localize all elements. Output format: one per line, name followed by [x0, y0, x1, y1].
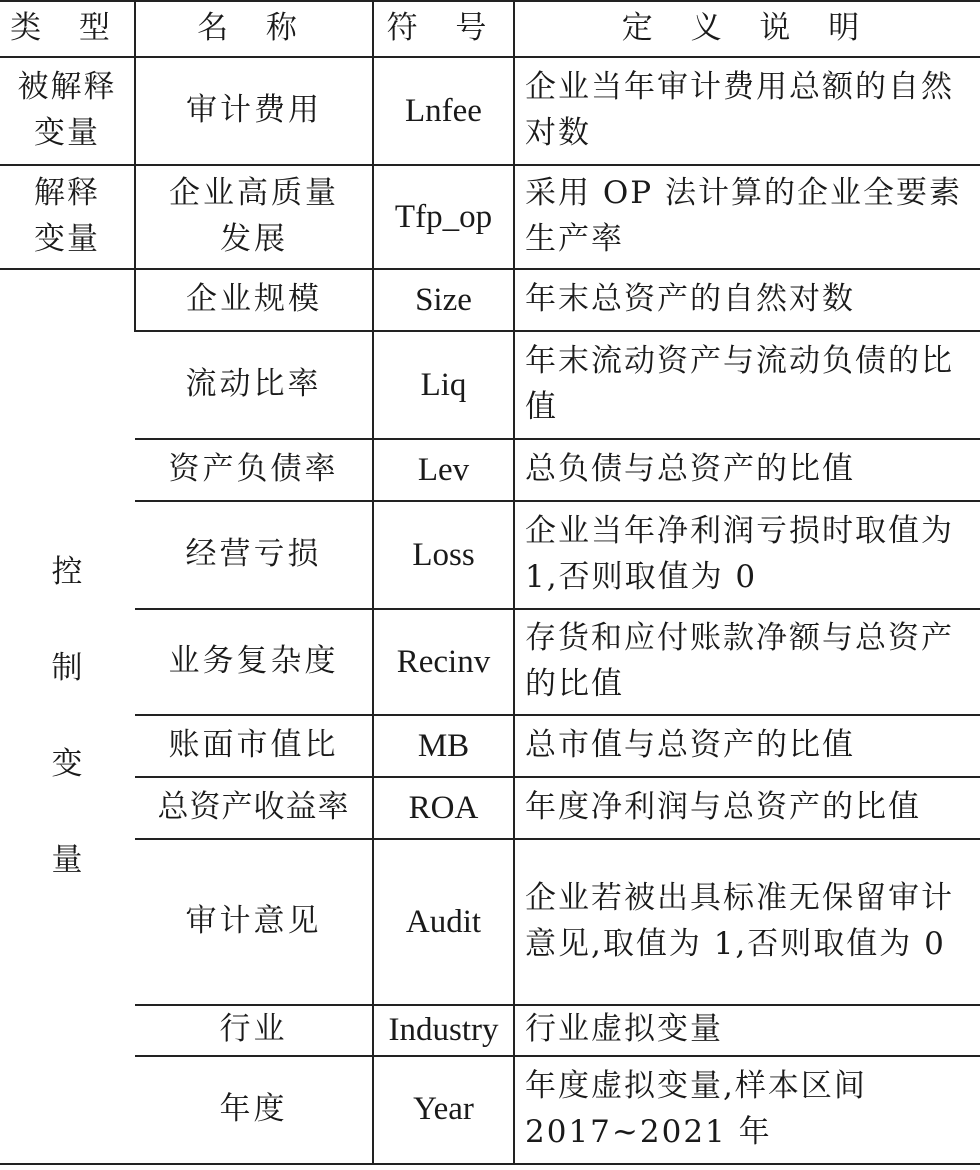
definition-cell: 存货和应付账款净额与总资产的比值: [514, 609, 980, 715]
table-row: [0, 1056, 980, 1164]
name-cell: 年度: [135, 1056, 373, 1164]
table-row: [0, 501, 980, 609]
table-row: [0, 609, 980, 715]
symbol-cell: MB: [373, 715, 514, 777]
type-label: 解释 变量: [34, 175, 100, 257]
symbol-cell: Liq: [373, 331, 514, 439]
symbol-cell: Tfp_op: [373, 165, 514, 269]
definition-cell: 年度净利润与总资产的比值: [514, 777, 980, 839]
header-symbol: 符 号: [373, 1, 514, 57]
definition-cell: 总市值与总资产的比值: [514, 715, 980, 777]
definition-cell: 采用 OP 法计算的企业全要素生产率: [514, 165, 980, 269]
table-row: [0, 57, 980, 165]
definition-cell: 行业虚拟变量: [514, 1005, 980, 1056]
name-cell: 业务复杂度: [135, 609, 373, 715]
table-row: [0, 839, 980, 1005]
symbol-cell: Audit: [373, 839, 514, 1005]
definition-cell: 总负债与总资产的比值: [514, 439, 980, 501]
name-label: 企业高质量 发展: [169, 175, 339, 257]
name-cell: 审计意见: [135, 839, 373, 1005]
symbol-cell: Lnfee: [373, 57, 514, 165]
table-row: [0, 165, 980, 269]
name-cell: 资产负债率: [135, 439, 373, 501]
table-row: [0, 269, 980, 331]
definition-cell: 年末流动资产与流动负债的比值: [514, 331, 980, 439]
name-cell: 行业: [135, 1005, 373, 1056]
name-cell: [135, 165, 373, 269]
definition-cell: 年度虚拟变量,样本区间 2017~2021 年: [514, 1056, 980, 1164]
name-cell: 账面市值比: [135, 715, 373, 777]
symbol-cell: ROA: [373, 777, 514, 839]
symbol-cell: Size: [373, 269, 514, 331]
table-header-row: [0, 1, 980, 57]
symbol-cell: Industry: [373, 1005, 514, 1056]
header-type: 类 型: [0, 1, 135, 57]
header-name: 名 称: [135, 1, 373, 57]
control-char: 控: [51, 554, 83, 591]
name-cell: 审计费用: [135, 57, 373, 165]
definition-cell: 年末总资产的自然对数: [514, 269, 980, 331]
control-char: 变: [51, 746, 83, 783]
type-cell: [0, 165, 135, 269]
name-cell: 企业规模: [135, 269, 373, 331]
table-row: [0, 331, 980, 439]
definition-cell: 企业当年审计费用总额的自然对数: [514, 57, 980, 165]
name-cell: 经营亏损: [135, 501, 373, 609]
control-variable-type-cell: [0, 269, 135, 1164]
symbol-cell: Recinv: [373, 609, 514, 715]
definition-cell: 企业若被出具标准无保留审计意见,取值为 1,否则取值为 0: [514, 839, 980, 1005]
symbol-cell: Loss: [373, 501, 514, 609]
type-label: 被解释 变量: [17, 69, 117, 151]
control-variable-label: [6, 524, 128, 908]
header-definition: 定 义 说 明: [514, 1, 980, 57]
control-char: 量: [51, 842, 83, 879]
type-cell: [0, 57, 135, 165]
definition-cell: 企业当年净利润亏损时取值为 1,否则取值为 0: [514, 501, 980, 609]
control-char: 制: [51, 650, 83, 687]
table-row: [0, 439, 980, 501]
table-row: [0, 777, 980, 839]
symbol-cell: Lev: [373, 439, 514, 501]
table-row: [0, 715, 980, 777]
symbol-cell: Year: [373, 1056, 514, 1164]
name-cell: 总资产收益率: [135, 777, 373, 839]
name-cell: 流动比率: [135, 331, 373, 439]
table-row: [0, 1005, 980, 1056]
